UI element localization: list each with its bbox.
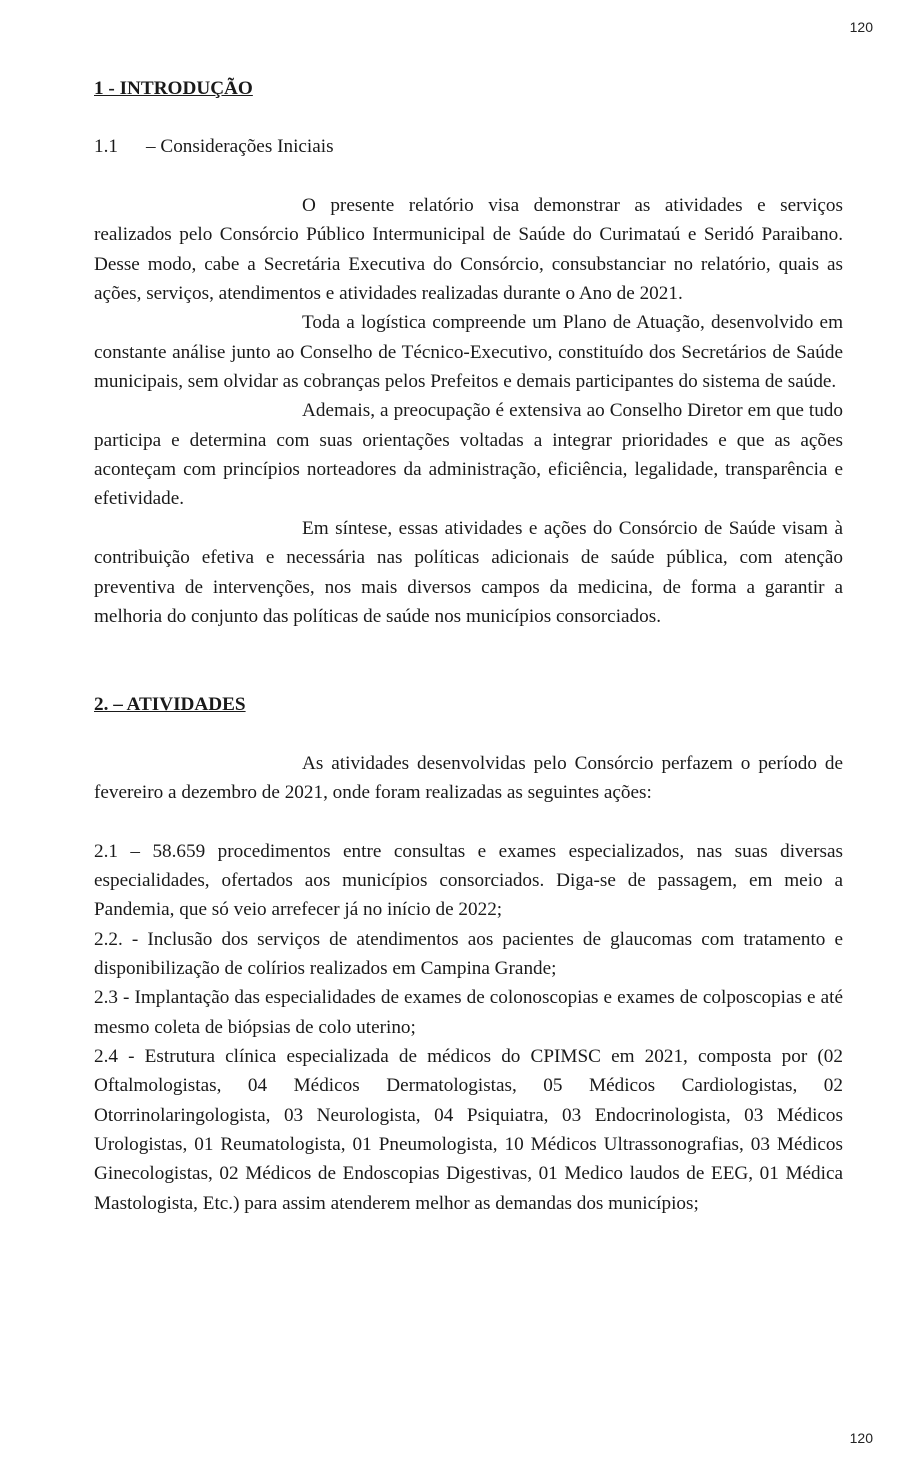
activity-item-2-4: 2.4 - Estrutura clínica especializada de médicos do CPIMSC em 2021, composta por (02 Oftalmologistas, 04 Médicos Dermatologistas, 05 Médicos Cardiologistas, 02 Otorrinolaringologista, 03 Neurologista, 04 Psiquiatra, 03 Endocrinologista, 03 Médicos Urologistas, 01 Reumatologista, 01 Pneumologista, 10 Médicos Ultrassonografias, 03 Médicos Ginecologistas, 02 Médicos de Endoscopias Digestivas, 01 Medico laudos de EEG, 01 Médica Mastologista, Etc.) para assim atenderem melhor as demandas dos municípios; [94,1046,843,1214]
subsection-number: 1.1 [94,136,118,158]
activity-item-2-3: 2.3 - Implantação das especialidades de exames de colonoscopias e exames de colposcopias e até mesmo coleta de biópsias de colo uterino; [94,987,843,1038]
intro-paragraph-2: Toda a logística compreende um Plano de Atuação, desenvolvido em constante análise junto ao Conselho de Técnico-Executivo, constituído dos Secretários de Saúde municipais, sem olvidar as cobranças pelos Prefeitos e demais participantes do sistema de saúde. [94,312,843,393]
subsection-1-1-heading [94,132,843,161]
page-number-top: 120 [849,19,873,35]
section-1-heading: 1 - INTRODUÇÃO [94,78,253,99]
activity-item-2-2: 2.2. - Inclusão dos serviços de atendimentos aos pacientes de glaucomas com tratamento e disponibilização de colírios realizados em Campina Grande; [94,928,843,979]
section-2-heading: 2. – ATIVIDADES [94,693,246,715]
intro-paragraph-4: Em síntese, essas atividades e ações do Consórcio de Saúde visam à contribuição efetiva e necessária nas políticas adicionais de saúde pública, com atenção preventiva de intervenções, nos mais diversos campos da medicina, de forma a garantir a melhoria do conjunto das políticas de saúde nos municípios consorciados. [94,517,843,627]
activity-item-2-1: 2.1 – 58.659 procedimentos entre consultas e exames especializados, nas suas diversas especialidades, ofertados aos municípios consorciados. Diga-se de passagem, em meio a Pandemia, que só veio arrefecer já no início de 2022; [94,840,843,921]
intro-paragraph-1: O presente relatório visa demonstrar as atividades e serviços realizados pelo Consórcio Público Intermunicipal de Saúde do Curimataú e Seridó Paraibano. Desse modo, cabe a Secretária Executiva do Consórcio, consubstanciar no relatório, quais as ações, serviços, atendimentos e atividades realizadas durante o Ano de 2021. [94,195,843,305]
page-number-bottom: 120 [849,1430,873,1446]
document-body [94,74,843,1218]
intro-paragraph-3: Ademais, a preocupação é extensiva ao Conselho Diretor em que tudo participa e determina com suas orientações voltadas a integrar prioridades e que as ações aconteçam com princípios norteadores da administração, eficiência, legalidade, transparência e efetividade. [94,400,843,510]
subsection-title: – Considerações Iniciais [146,136,334,158]
activities-intro-paragraph: As atividades desenvolvidas pelo Consórcio perfazem o período de fevereiro a dezembro de 2021, onde foram realizadas as seguintes ações: [94,752,843,803]
